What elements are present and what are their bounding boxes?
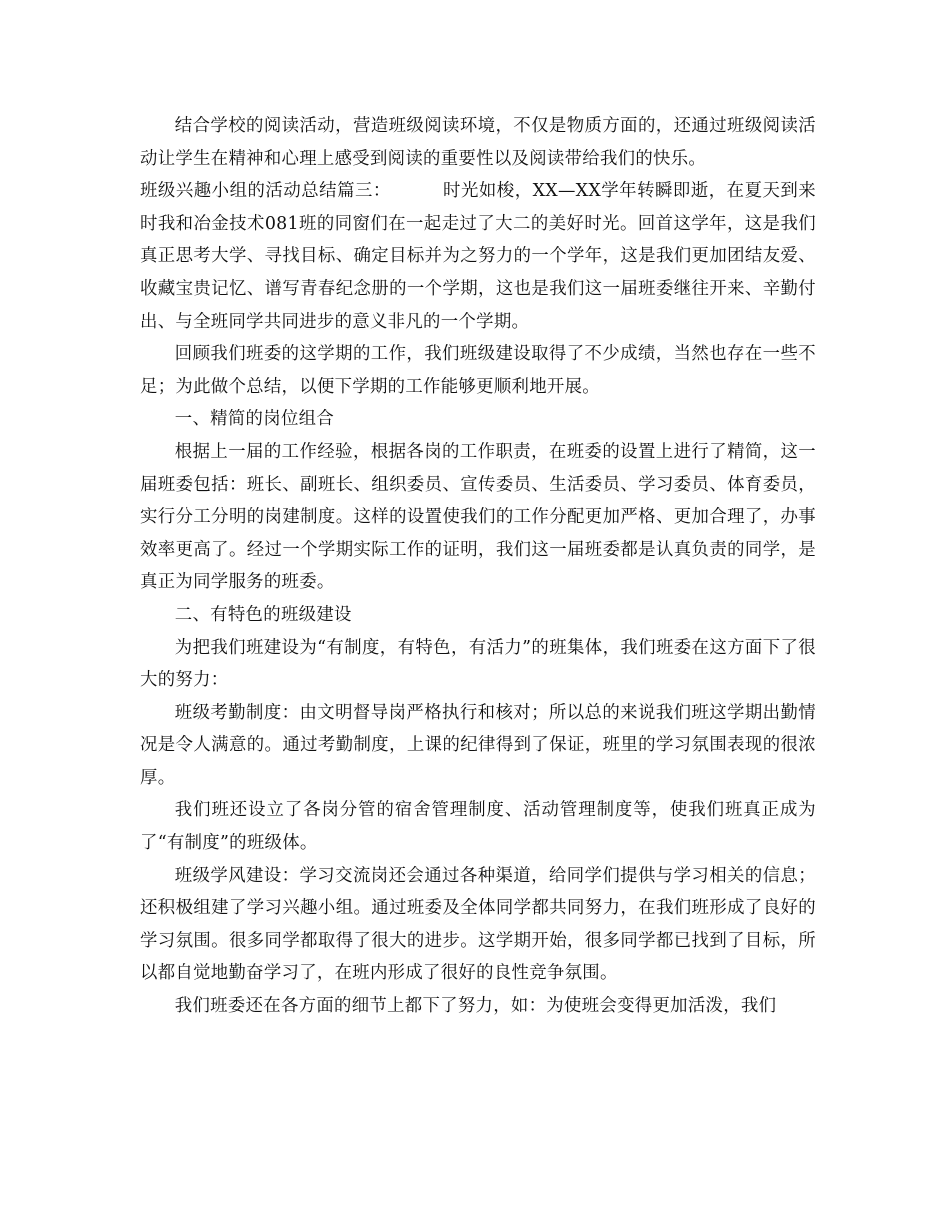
paragraph-summary-intro	[140, 175, 816, 338]
paragraph-reading-activity: 结合学校的阅读活动，营造班级阅读环境，不仅是物质方面的，还通过班级阅读活动让学生在精神和心理上感受到阅读的重要性以及阅读带给我们的快乐。	[140, 116, 816, 169]
section-heading: 班级兴趣小组的活动总结篇三：	[140, 181, 391, 202]
paragraph-committee-structure: 根据上一届的工作经验，根据各岗的工作职责，在班委的设置上进行了精简，这一届班委包括：班长、副班长、组织委员、宣传委员、生活委员、学习委员、体育委员，实行分工分明的岗建制度。这样的设置使我们的工作分配更加严格、更加合理了，办事效率更高了。经过一个学期实际工作的证明，我们这一届班委都是认真负责的同学，是真正为同学服务的班委。	[140, 441, 816, 593]
paragraph-details: 我们班委还在各方面的细节上都下了努力，如：为使班会变得更加活泼，我们	[174, 996, 777, 1017]
paragraph-class-goal: 为把我们班建设为“有制度，有特色，有活力”的班集体，我们班委在这方面下了很大的努力：	[140, 637, 816, 691]
document-page	[140, 110, 816, 1023]
paragraph-rules: 我们班还设立了各岗分管的宿舍管理制度、活动管理制度等，使我们班真正成为了“有制度”的班级体。	[140, 800, 816, 854]
summary-intro-text: 时光如梭，XX—XX学年转瞬即逝，在夏天到来时我和冶金技术081班的同窗们在一起走过了大二的美好时光。回首这学年，这是我们真正思考大学、寻找目标、确定目标并为之努力的一个学年，这是我们更加团结友爱、收藏宝贵记忆、谱写青春纪念册的一个学期，这也是我们这一届班委继往开来、辛勤付出、与全班同学共同进步的意义非凡的一个学期。	[140, 181, 817, 332]
subheading-class-building: 二、有特色的班级建设	[174, 604, 352, 625]
paragraph-attendance: 班级考勤制度：由文明督导岗严格执行和核对；所以总的来说我们班这学期出勤情况是令人满意的。通过考勤制度，上课的纪律得到了保证，班里的学习氛围表现的很浓厚。	[140, 702, 816, 788]
paragraph-review: 回顾我们班委的这学期的工作，我们班级建设取得了不少成绩，当然也存在一些不足；为此做个总结，以便下学期的工作能够更顺利地开展。	[140, 344, 816, 397]
subheading-streamlined-roles: 一、精简的岗位组合	[174, 409, 335, 430]
paragraph-study-culture: 班级学风建设：学习交流岗还会通过各种渠道，给同学们提供与学习相关的信息；还积极组建了学习兴趣小组。通过班委及全体同学都共同努力，在我们班形成了良好的学习氛围。很多同学都取得了很大的进步。这学期开始，很多同学都已找到了目标，所以都自觉地勤奋学习了，在班内形成了很好的良性竞争氛围。	[140, 865, 816, 984]
